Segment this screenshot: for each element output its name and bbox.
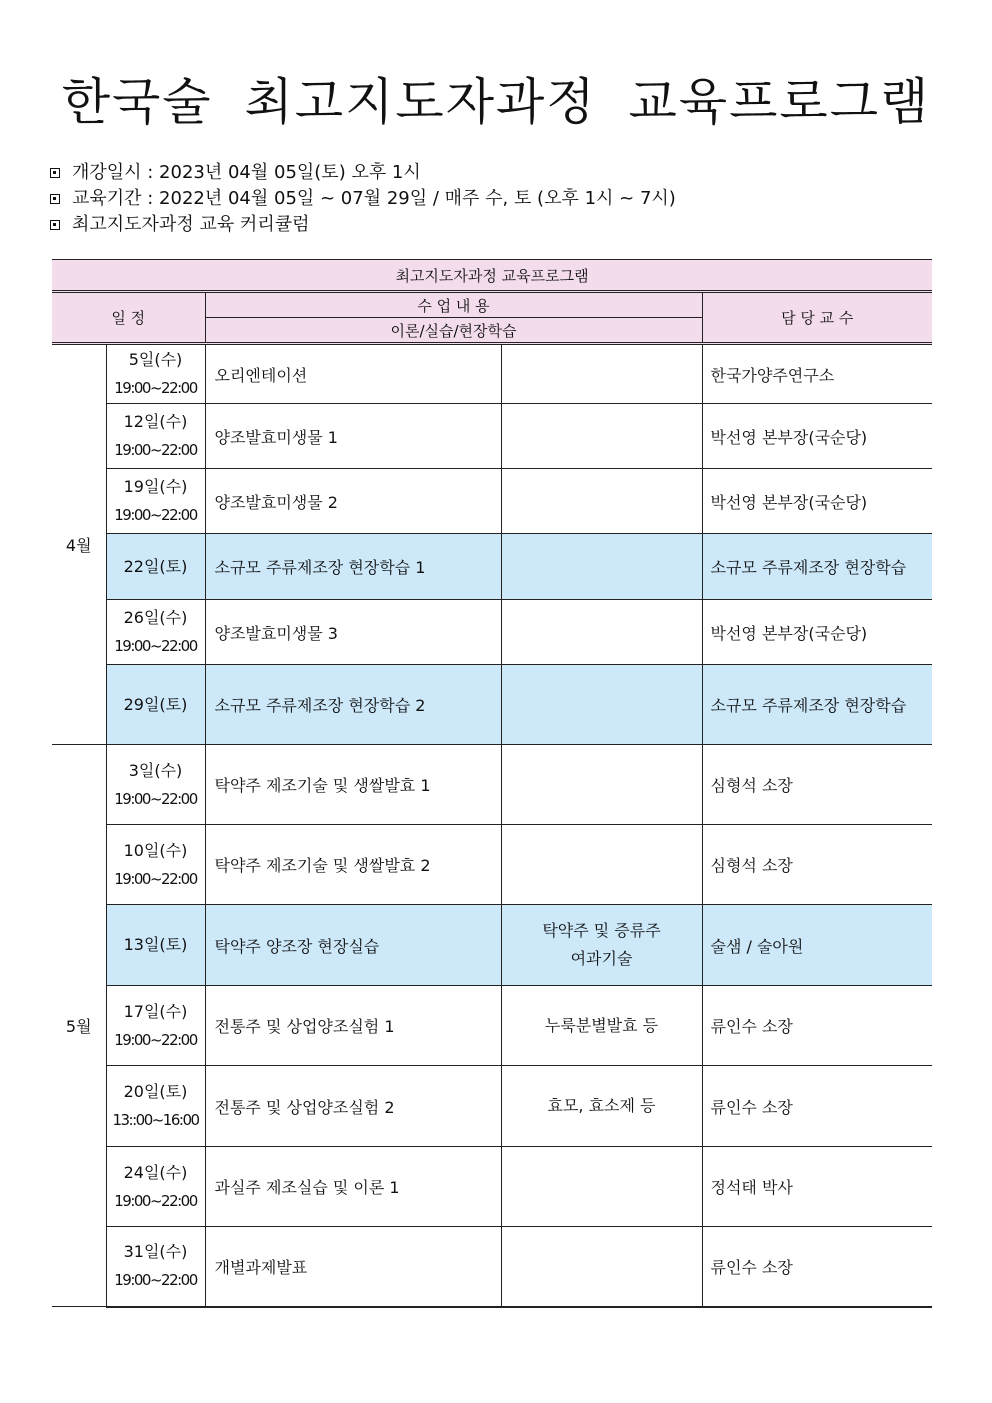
note-cell [501, 986, 702, 1066]
schedule-body [52, 344, 932, 1307]
date-text: 24일(수) [123, 1162, 188, 1182]
time-text: 19:00~22:00 [114, 637, 197, 655]
content-cell: 양조발효미생물 1 [205, 404, 501, 469]
date-cell [106, 745, 205, 825]
table-row [52, 825, 932, 905]
table-row [52, 534, 932, 600]
square-bullet-icon [50, 194, 60, 204]
info-list [50, 160, 676, 238]
info-text: 교육기간 : 2022년 04월 05일 ~ 07월 29일 / 매주 수, 토 (오후 1시 ~ 7시) [72, 188, 676, 209]
time-text: 19:00~22:00 [114, 379, 197, 397]
note-cell [501, 404, 702, 469]
time-text: 19:00~22:00 [114, 441, 197, 459]
table-row [52, 600, 932, 665]
content-cell: 오리엔테이션 [205, 344, 501, 404]
table-row [52, 1147, 932, 1227]
professor-cell: 소규모 주류제조장 현장학습 [702, 665, 932, 745]
content-cell: 탁약주 제조기술 및 생쌀발효 1 [205, 745, 501, 825]
date-cell [106, 1147, 205, 1227]
date-text: 26일(수) [123, 608, 188, 627]
content-cell: 과실주 제조실습 및 이론 1 [205, 1147, 501, 1227]
table-row [52, 469, 932, 534]
time-text: 19:00~22:00 [114, 506, 197, 524]
professor-cell: 박선영 본부장(국순당) [702, 469, 932, 534]
date-text: 31일(수) [123, 1242, 188, 1262]
note-cell [501, 905, 702, 986]
table-caption: 최고지도자과정 교육프로그램 [52, 260, 932, 292]
content-cell: 개별과제발표 [205, 1227, 501, 1307]
date-cell [106, 534, 205, 600]
note-cell [501, 469, 702, 534]
professor-cell: 류인수 소장 [702, 986, 932, 1066]
content-cell: 전통주 및 상업양조실험 2 [205, 1066, 501, 1147]
note-cell [501, 344, 702, 404]
note-text: 누룩분별발효 등 [544, 1015, 659, 1035]
schedule-table [52, 259, 932, 1308]
header-schedule: 일 정 [52, 292, 205, 344]
note-cell [501, 665, 702, 745]
note-cell [501, 1147, 702, 1227]
date-text: 13일(토) [123, 935, 188, 954]
note-cell [501, 1066, 702, 1147]
time-text: 13::00~16:00 [112, 1111, 199, 1129]
table-row [52, 1227, 932, 1307]
date-cell [106, 905, 205, 986]
square-bullet-icon [50, 220, 60, 230]
time-text: 19:00~22:00 [114, 869, 197, 888]
content-cell: 탁약주 제조기술 및 생쌀발효 2 [205, 825, 501, 905]
note-cell [501, 745, 702, 825]
date-cell [106, 344, 205, 404]
table-row [52, 986, 932, 1066]
professor-cell: 한국가양주연구소 [702, 344, 932, 404]
note-cell [501, 1227, 702, 1307]
professor-cell: 심형석 소장 [702, 825, 932, 905]
header-content: 수 업 내 용 [205, 292, 702, 318]
date-text: 12일(수) [123, 412, 188, 431]
note-text: 여과기술 [570, 949, 633, 968]
content-cell: 탁약주 양조장 현장실습 [205, 905, 501, 986]
professor-cell: 박선영 본부장(국순당) [702, 600, 932, 665]
note-text: 탁약주 및 증류주 [542, 921, 661, 940]
header-professor: 담 당 교 수 [702, 292, 932, 344]
date-text: 17일(수) [123, 1001, 188, 1021]
header-content-sub: 이론/실습/현장학습 [205, 318, 702, 344]
date-text: 29일(토) [123, 694, 188, 714]
note-cell [501, 825, 702, 905]
table-row [52, 404, 932, 469]
date-cell [106, 1066, 205, 1147]
time-text: 19:00~22:00 [114, 1191, 197, 1210]
info-item-period [50, 186, 676, 212]
info-text: 개강일시 : 2023년 04월 05일(토) 오후 1시 [72, 162, 421, 183]
table-row [52, 745, 932, 825]
professor-cell: 류인수 소장 [702, 1227, 932, 1307]
date-cell [106, 404, 205, 469]
info-item-opening [50, 160, 676, 186]
professor-cell: 박선영 본부장(국순당) [702, 404, 932, 469]
professor-cell: 심형석 소장 [702, 745, 932, 825]
date-text: 20일(토) [123, 1082, 188, 1101]
date-text: 19일(수) [123, 477, 188, 496]
time-text: 19:00~22:00 [114, 1271, 197, 1290]
content-cell: 양조발효미생물 3 [205, 600, 501, 665]
note-text: 효모, 효소제 등 [547, 1096, 656, 1115]
note-cell [501, 600, 702, 665]
professor-cell: 류인수 소장 [702, 1066, 932, 1147]
date-text: 3일(수) [128, 760, 183, 780]
page-title: 한국술 최고지도자과정 교육프로그램 [61, 73, 931, 131]
date-text: 5일(수) [128, 350, 183, 369]
date-cell [106, 1227, 205, 1307]
note-cell [501, 534, 702, 600]
date-cell [106, 986, 205, 1066]
month-cell: 4월 [52, 344, 106, 745]
content-cell: 전통주 및 상업양조실험 1 [205, 986, 501, 1066]
square-bullet-icon [50, 168, 60, 178]
table-row [52, 905, 932, 986]
month-cell: 5월 [52, 745, 106, 1307]
date-text: 22일(토) [123, 556, 188, 576]
date-text: 10일(수) [123, 840, 188, 860]
date-cell [106, 825, 205, 905]
date-cell [106, 469, 205, 534]
professor-cell: 소규모 주류제조장 현장학습 [702, 534, 932, 600]
table-row [52, 344, 932, 404]
content-cell: 소규모 주류제조장 현장학습 1 [205, 534, 501, 600]
table-row [52, 665, 932, 745]
content-cell: 양조발효미생물 2 [205, 469, 501, 534]
professor-cell: 정석태 박사 [702, 1147, 932, 1227]
time-text: 19:00~22:00 [114, 1030, 197, 1049]
professor-cell: 술샘 / 술아원 [702, 905, 932, 986]
table-row [52, 1066, 932, 1147]
date-cell [106, 665, 205, 745]
date-cell [106, 600, 205, 665]
info-text: 최고지도자과정 교육 커리큘럼 [72, 214, 310, 235]
content-cell: 소규모 주류제조장 현장학습 2 [205, 665, 501, 745]
time-text: 19:00~22:00 [114, 789, 197, 808]
info-item-curriculum [50, 212, 676, 238]
